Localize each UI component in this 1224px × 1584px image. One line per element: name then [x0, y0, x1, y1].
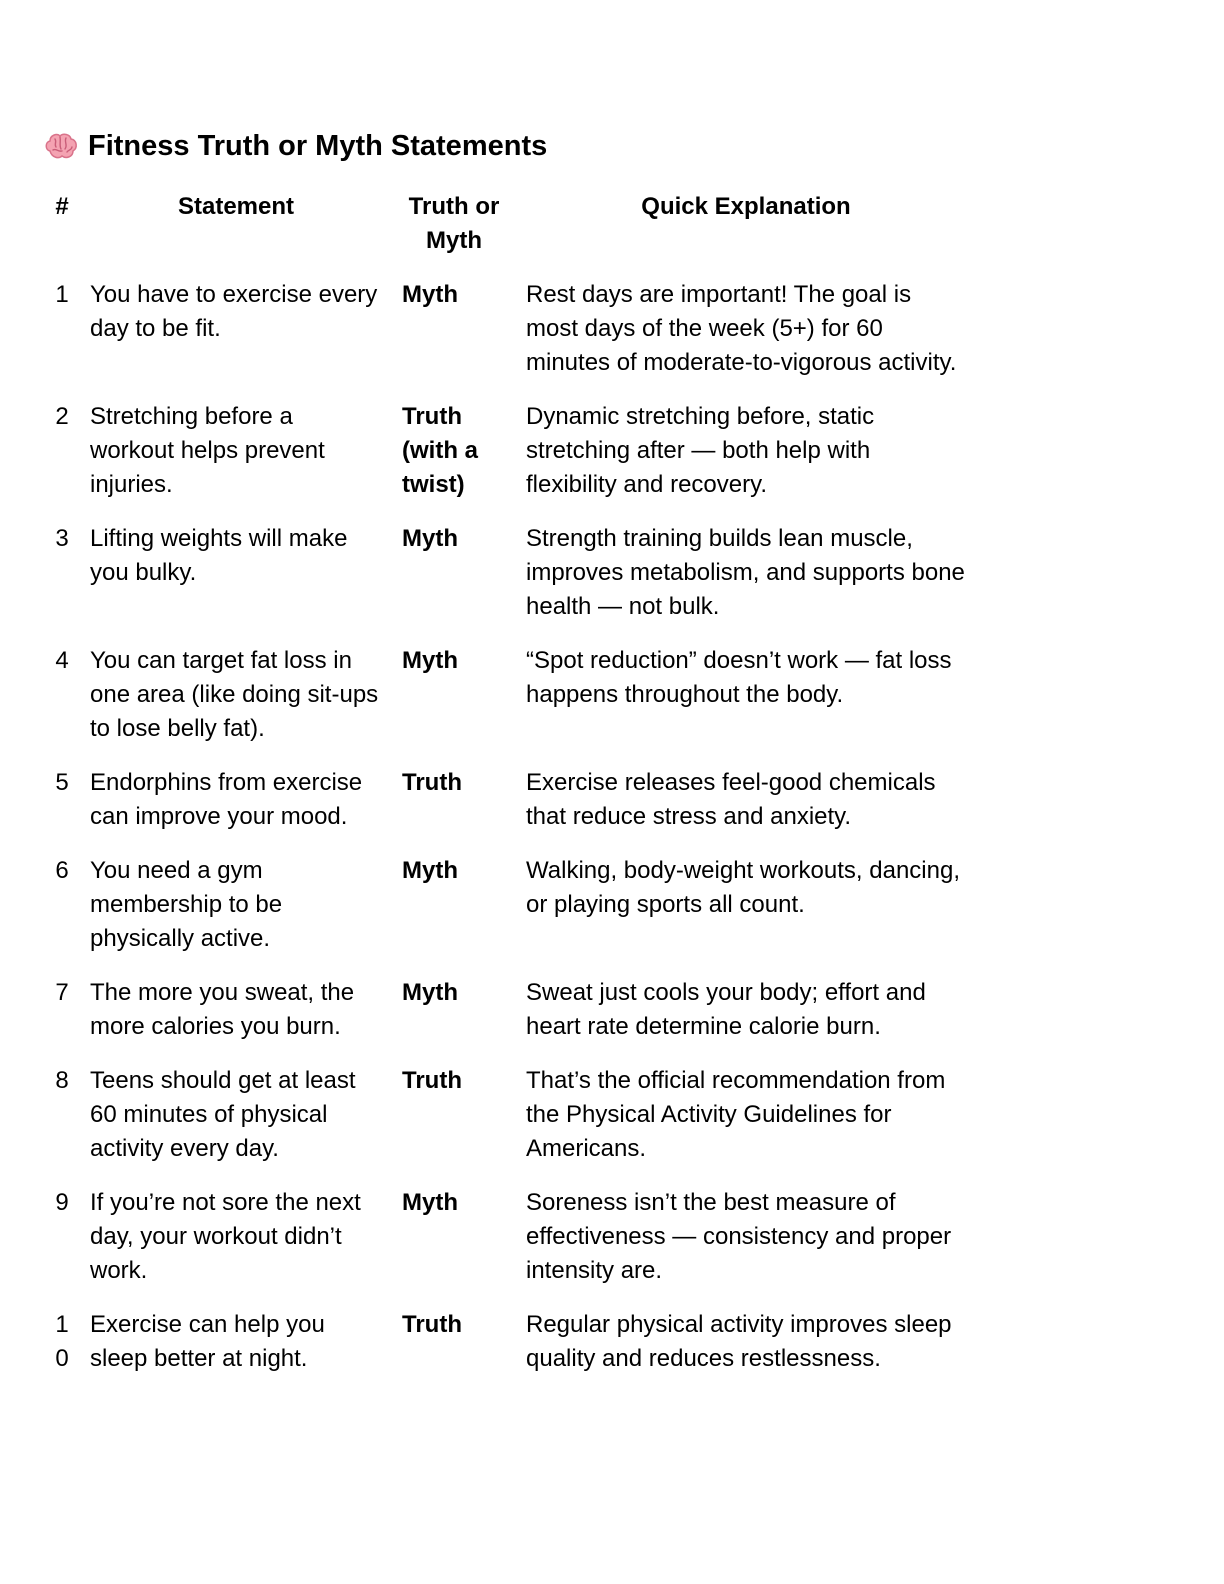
- row-verdict: Truth (with a twist): [402, 403, 478, 498]
- row-statement: If you’re not sore the next day, your workout didn’t work.: [90, 1189, 361, 1284]
- row-verdict: Myth: [402, 979, 458, 1006]
- table-row: [44, 1064, 976, 1186]
- row-explanation: Sweat just cools your body; effort and heart rate determine calorie burn.: [526, 979, 926, 1040]
- row-verdict: Myth: [402, 281, 458, 308]
- row-explanation: Exercise releases feel-good chemicals that reduce stress and anxiety.: [526, 769, 936, 830]
- row-number: 3: [55, 525, 69, 552]
- row-verdict: Truth: [402, 1311, 462, 1338]
- row-number: 4: [55, 647, 69, 674]
- row-explanation: Regular physical activity improves sleep quality and reduces restlessness.: [526, 1311, 952, 1372]
- row-verdict: Myth: [402, 1189, 458, 1216]
- page-title-text: Fitness Truth or Myth Statements: [88, 129, 548, 162]
- row-explanation: Strength training builds lean muscle, improves metabolism, and supports bone health — not bulk.: [526, 525, 965, 620]
- column-header-explanation: Quick Explanation: [641, 193, 851, 220]
- row-number: 7: [55, 979, 69, 1006]
- row-explanation: Soreness isn’t the best measure of effectiveness — consistency and proper intensity are.: [526, 1189, 952, 1284]
- column-header-number: #: [55, 193, 69, 220]
- row-number: 1: [55, 281, 69, 308]
- document: [44, 124, 1044, 1396]
- row-number: 2: [55, 403, 69, 430]
- row-number: 9: [55, 1189, 69, 1216]
- row-statement: Teens should get at least 60 minutes of physical activity every day.: [90, 1067, 356, 1162]
- truth-myth-table: [44, 178, 976, 1396]
- table-row: [44, 522, 976, 644]
- row-statement: Endorphins from exercise can improve your mood.: [90, 769, 363, 830]
- row-statement: You need a gym membership to be physically active.: [90, 857, 283, 952]
- row-statement: The more you sweat, the more calories you burn.: [90, 979, 355, 1040]
- row-statement: You have to exercise every day to be fit.: [90, 281, 378, 342]
- table-row: [44, 976, 976, 1064]
- row-statement: Stretching before a workout helps prevent injuries.: [90, 403, 325, 498]
- row-number: 6: [55, 857, 69, 884]
- row-explanation: That’s the official recommendation from the Physical Activity Guidelines for Americans.: [526, 1067, 946, 1162]
- row-number: 10: [55, 1311, 69, 1372]
- column-header-verdict: Truth or Myth: [408, 193, 500, 254]
- table-row: [44, 766, 976, 854]
- row-verdict: Myth: [402, 647, 458, 674]
- row-verdict: Myth: [402, 525, 458, 552]
- column-header-statement: Statement: [177, 193, 295, 220]
- brain-icon: [44, 131, 78, 161]
- table-row: [44, 644, 976, 766]
- row-explanation: Rest days are important! The goal is most days of the week (5+) for 60 minutes of moderate-to-vigorous activity.: [526, 281, 957, 376]
- row-explanation: Walking, body-weight workouts, dancing, or playing sports all count.: [526, 857, 960, 918]
- row-explanation: Dynamic stretching before, static stretching after — both help with flexibility and recovery.: [526, 403, 875, 498]
- row-verdict: Truth: [402, 1067, 462, 1094]
- row-verdict: Truth: [402, 769, 462, 796]
- row-number: 5: [55, 769, 69, 796]
- row-statement: Lifting weights will make you bulky.: [90, 525, 348, 586]
- table-header-row: [44, 178, 976, 278]
- table-row: [44, 278, 976, 400]
- row-verdict: Myth: [402, 857, 458, 884]
- table-row: [44, 400, 976, 522]
- page-title: [44, 124, 1044, 168]
- table-row: [44, 1186, 976, 1308]
- row-explanation: “Spot reduction” doesn’t work — fat loss happens throughout the body.: [526, 647, 952, 708]
- table-row: [44, 854, 976, 976]
- row-statement: Exercise can help you sleep better at night.: [90, 1311, 325, 1372]
- table-row: [44, 1308, 976, 1396]
- row-statement: You can target fat loss in one area (like doing sit-ups to lose belly fat).: [90, 647, 379, 742]
- row-number: 8: [55, 1067, 69, 1094]
